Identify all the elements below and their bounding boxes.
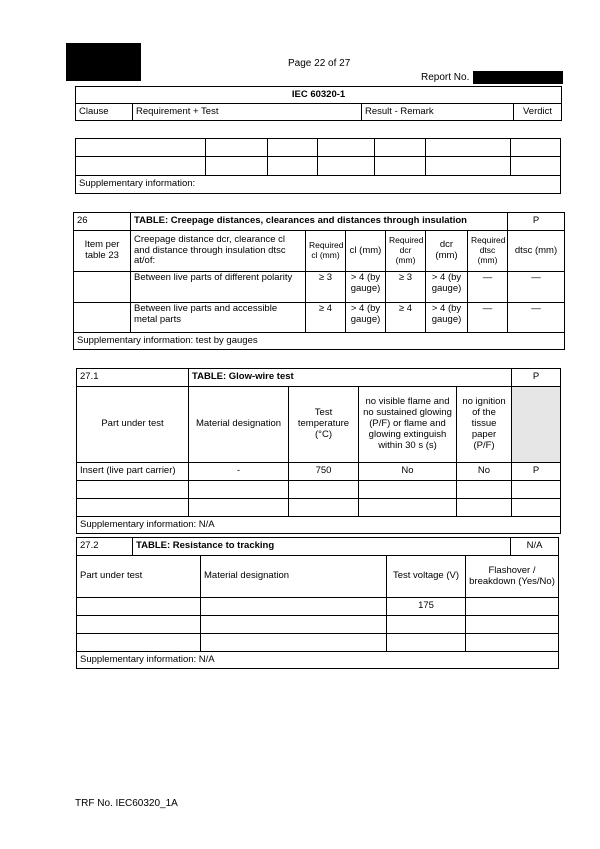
row-required-dtsc: — [468,272,508,303]
row-dtsc: — [508,272,565,303]
row-test-voltage: 175 [387,598,466,616]
row-flame: No [359,463,457,481]
row-verdict: P [512,463,561,481]
header-material: Material designation [189,387,289,463]
row-required-cl: ≥ 3 [306,272,346,303]
trf-number: TRF No. IEC60320_1A [75,798,178,809]
header-part-under-test: Part under test [77,556,201,598]
row-required-dtsc: — [468,303,508,333]
table-27-2-verdict: N/A [511,538,559,556]
col-verdict: Verdict [514,104,562,121]
row-dcr: > 4 (by gauge) [426,272,468,303]
table-row [77,598,559,616]
table-row [77,463,561,481]
row-material: - [189,463,289,481]
header-flame: no visible flame and no sustained glowing (P/F) or flame and glowing extinguish within 30 s (s) [359,387,457,463]
header-part-under-test: Part under test [77,387,189,463]
table-row [74,272,565,303]
row-ignition: No [457,463,512,481]
table-26-clause: 26 [74,213,131,231]
header-table [75,86,562,121]
table-27-1-glow-wire [76,368,561,534]
header-required-dcr: Required dcr (mm) [386,231,426,272]
table-27-1-clause: 27.1 [77,369,189,387]
header-dtsc: dtsc (mm) [508,231,565,272]
col-clause: Clause [76,104,133,121]
row-required-dcr: ≥ 4 [386,303,426,333]
supplementary-info: Supplementary information: N/A [77,517,561,534]
header-item: Item per table 23 [74,231,131,272]
table-27-2-tracking [76,537,559,669]
table-row [74,303,565,333]
row-cl: > 4 (by gauge) [346,272,386,303]
supplementary-info: Supplementary information: test by gauges [74,333,565,350]
header-test-temperature: Test temperature (°C) [289,387,359,463]
col-requirement: Requirement + Test [133,104,362,121]
row-required-cl: ≥ 4 [306,303,346,333]
row-part: Insert (live part carrier) [77,463,189,481]
standard-title: IEC 60320-1 [76,87,562,104]
redacted-logo [66,43,141,81]
table-27-1-title: TABLE: Glow-wire test [189,369,512,387]
row-description: Between live parts of different polarity [131,272,306,303]
report-no-label: Report No. [421,72,470,83]
table-26-verdict: P [508,213,565,231]
header-dcr: dcr (mm) [426,231,468,272]
row-required-dcr: ≥ 3 [386,272,426,303]
previous-table [75,138,561,194]
supplementary-info: Supplementary information: [76,176,561,194]
col-result: Result - Remark [362,104,514,121]
row-cl: > 4 (by gauge) [346,303,386,333]
supplementary-info: Supplementary information: N/A [77,652,559,669]
table-26-creepage [73,212,565,350]
header-test-voltage: Test voltage (V) [387,556,466,598]
row-description: Between live parts and accessible metal parts [131,303,306,333]
header-verdict-shaded [512,387,561,463]
row-dtsc: — [508,303,565,333]
header-cl: cl (mm) [346,231,386,272]
header-required-cl: Required cl (mm) [306,231,346,272]
redacted-report-number [473,71,563,84]
table-27-2-clause: 27.2 [77,538,133,556]
header-description: Creepage distance dcr, clearance cl and distance through insulation dtsc at/of: [131,231,306,272]
row-temperature: 750 [289,463,359,481]
header-ignition: no ignition of the tissue paper (P/F) [457,387,512,463]
header-flashover: Flashover / breakdown (Yes/No) [466,556,559,598]
table-27-1-verdict: P [512,369,561,387]
table-26-title: TABLE: Creepage distances, clearances and distances through insulation [131,213,508,231]
page-number: Page 22 of 27 [288,58,351,69]
header-material: Material designation [201,556,387,598]
header-required-dtsc: Required dtsc (mm) [468,231,508,272]
row-dcr: > 4 (by gauge) [426,303,468,333]
table-27-2-title: TABLE: Resistance to tracking [133,538,511,556]
